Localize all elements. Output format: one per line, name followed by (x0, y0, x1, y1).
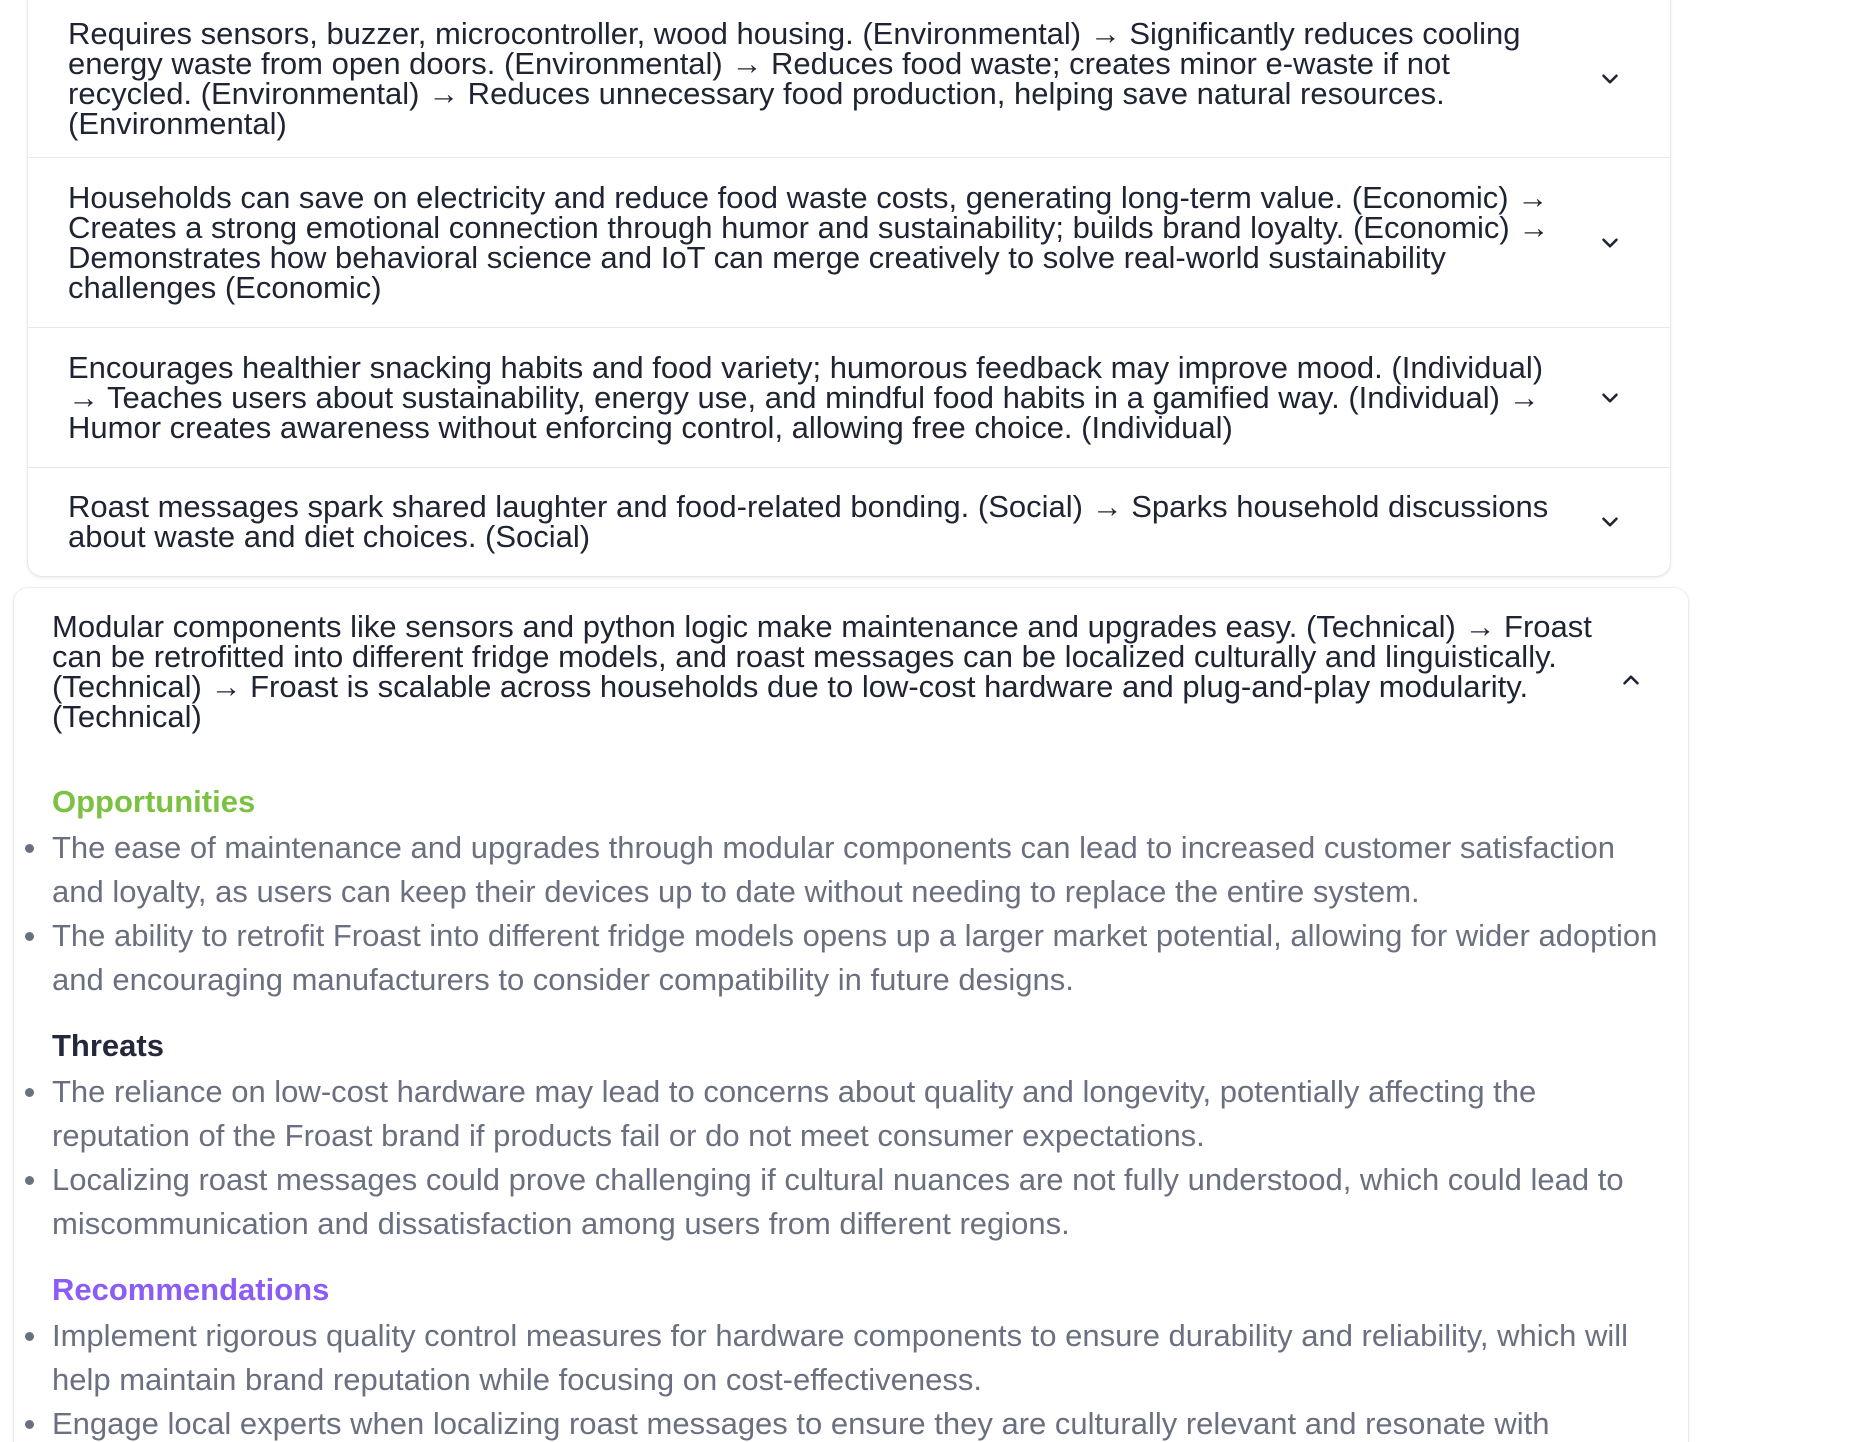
accordion-item-environmental[interactable] (28, 0, 1670, 158)
chevron-down-icon[interactable] (1590, 223, 1630, 263)
list-item (52, 1314, 1672, 1402)
recommendations-title: Recommendations (52, 1272, 330, 1307)
accordion-item-technical-expanded (14, 588, 1688, 1442)
accordion-item-social[interactable] (28, 468, 1670, 576)
list-item-text: Engage local experts when localizing roast messages to ensure they are culturally relevant and resonate with (52, 1406, 1550, 1441)
list-item-text: Implement rigorous quality control measures for hardware components to ensure durability and reliability, which will help maintain brand reputation while focusing on cost-effectiveness. (52, 1318, 1628, 1397)
accordion-item-text: Requires sensors, buzzer, microcontroller, wood housing. (Environmental) → Significantly reduces cooling energy waste from open doors. (Environmental) → Reduces food waste; creates minor e-waste if not recycled. (Environmental) → Reduces unnecessary food production, helping save natural resources. (Environmental) (68, 15, 1521, 141)
threats-list (52, 1070, 1672, 1246)
recommendations-list (52, 1314, 1672, 1442)
list-item-text: The ease of maintenance and upgrades through modular components can lead to increased customer satisfaction and loyalty, as users can keep their devices up to date without needing to replace the entire system. (52, 830, 1616, 909)
accordion-item-header[interactable]: Modular components like sensors and python logic make maintenance and upgrades easy. (Technical) → Froast can be retrofitted into different fridge models, and roast messages can be localized culturally and linguistically. (Technical) → Froast is scalable across households due to low-cost hardware and plug-and-play modularity. (Technical) (52, 609, 1592, 734)
list-item-text: The ability to retrofit Froast into different fridge models opens up a larger market potential, allowing for wider adoption and encouraging manufacturers to consider compatibility in future designs. (52, 918, 1658, 997)
accordion-group (28, 0, 1670, 576)
bullet-icon (25, 844, 34, 853)
accordion-item-text: Roast messages spark shared laughter and food-related bonding. (Social) → Sparks household discussions about waste and diet choices. (Social) (68, 489, 1549, 554)
chevron-down-icon[interactable] (1590, 378, 1630, 418)
accordion-item-text: Encourages healthier snacking habits and food variety; humorous feedback may improve mood. (Individual) → Teaches users about sustainability, energy use, and mindful food habits in a gamified way. (Individual) → Humor creates awareness without enforcing control, allowing free choice. (Individual) (68, 349, 1544, 445)
list-item-text: The reliance on low-cost hardware may lead to concerns about quality and longevity, potentially affecting the reputation of the Froast brand if products fail or do not meet consumer expectations. (52, 1074, 1537, 1153)
list-item (52, 914, 1672, 1002)
list-item (52, 1402, 1672, 1442)
opportunities-title: Opportunities (52, 784, 256, 819)
bullet-icon (25, 1176, 34, 1185)
accordion-item-economic[interactable] (28, 158, 1670, 328)
chevron-down-icon[interactable] (1590, 502, 1630, 542)
accordion-item-individual[interactable] (28, 328, 1670, 468)
list-item (52, 1158, 1672, 1246)
list-item-text: Localizing roast messages could prove challenging if cultural nuances are not fully understood, which could lead to miscommunication and dissatisfaction among users from different regions. (52, 1162, 1624, 1241)
chevron-down-icon[interactable] (1590, 59, 1630, 99)
threats-title: Threats (52, 1028, 164, 1063)
opportunities-list (52, 826, 1672, 1002)
list-item (52, 826, 1672, 914)
accordion-item-text: Households can save on electricity and reduce food waste costs, generating long-term value. (Economic) → Creates a strong emotional connection through humor and sustainability; builds brand loyalty. (Economic) → Demonstrates how behavioral science and IoT can merge creatively to solve real-world sustainability challenges (Economic) (68, 179, 1550, 305)
bullet-icon (25, 932, 34, 941)
bullet-icon (25, 1420, 34, 1429)
bullet-icon (25, 1332, 34, 1341)
bullet-icon (25, 1088, 34, 1097)
list-item (52, 1070, 1672, 1158)
chevron-up-icon[interactable] (1611, 660, 1651, 700)
